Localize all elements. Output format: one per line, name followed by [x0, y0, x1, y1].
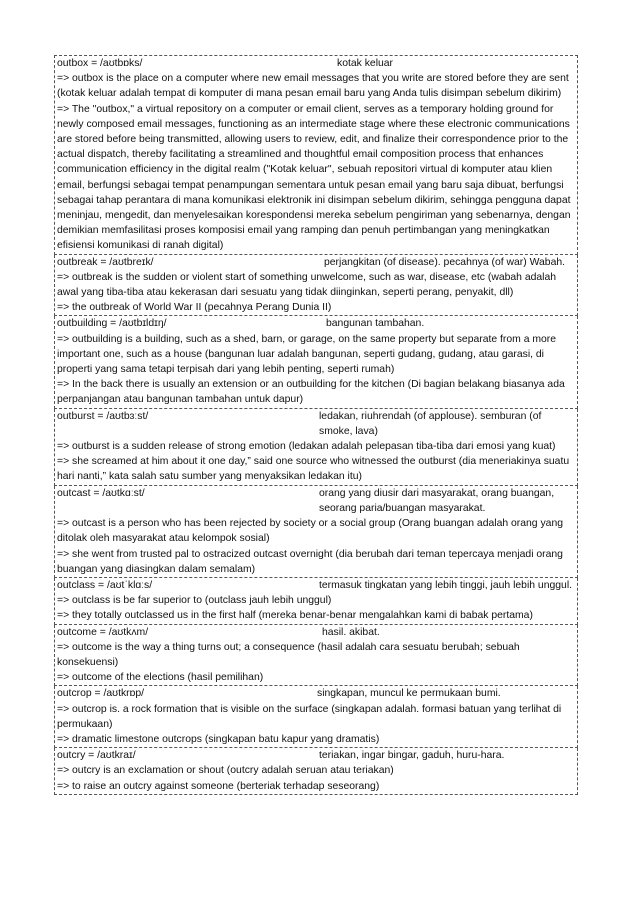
entry-line: => In the back there is usually an extension or an outbuilding for the kitchen (Di bagian belakang biasanya ada perpanjangan atau bangunan tambahan untuk dapur): [57, 379, 565, 406]
entry-term: outbreak = /aʊtbreɪk/: [57, 256, 154, 268]
dictionary-entry: [54, 486, 578, 578]
entry-term: outbox = /aʊtbɒks/: [57, 58, 143, 69]
entry-line: => outcome of the elections (hasil pemilihan): [57, 672, 264, 684]
dictionary-entry: [54, 255, 578, 317]
entry-translation: perjangkitan (of disease). pecahnya (of war) Wabah.: [324, 256, 566, 268]
dictionary-entry: [54, 578, 578, 625]
entry-line: => to raise an outcry against someone (berteriak terhadap seseorang): [57, 780, 380, 792]
entry-translation: teriakan, ingar bingar, gaduh, huru-hara.: [319, 750, 505, 762]
entry-translation: singkapan, muncul ke permukaan bumi.: [317, 688, 501, 700]
entry-line: => outbreak is the sudden or violent start of something unwelcome, such as war, disease, etc (wabah adalah awal yang tiba-tiba atau kekerasan dari sesuatu yang tidak diinginkan, seperti perang, penyakit, dll): [57, 271, 557, 299]
entry-header: [57, 578, 575, 593]
entry-translation: kotak keluar: [337, 58, 394, 69]
entry-header: [57, 56, 575, 71]
dictionary-entry: [54, 316, 578, 408]
entry-header: [57, 748, 575, 763]
entry-line: => outcast is a person who has been rejected by society or a social group (Orang buangan adalah orang yang ditolak oleh masyarakat atau kelompok sosial): [57, 518, 564, 545]
entry-translation: termasuk tingkatan yang lebih tinggi, jauh lebih unggul.: [319, 579, 573, 591]
entry-term: outburst = /aʊtbɜːst/: [57, 410, 149, 422]
entry-line: => they totally outclassed us in the first half (mereka benar-benar mengalahkan kami di babak pertama): [57, 610, 533, 622]
entry-term: outcrop = /aʊtkrɒp/: [57, 688, 145, 700]
entry-line: => outclass is be far superior to (outclass jauh lebih unggul): [57, 595, 332, 607]
entry-term: outbuilding = /aʊtbɪldɪŋ/: [57, 318, 167, 330]
dictionary-entry: [54, 748, 578, 795]
entry-line: => outburst is a sudden release of strong emotion (ledakan adalah pelepasan tiba-tiba dari emosi yang kuat): [57, 441, 556, 453]
entry-line: => she went from trusted pal to ostracized outcast overnight (dia berubah dari teman tepercaya menjadi orang buangan yang diasingkan dalam semalam): [57, 548, 563, 575]
entry-translation: ledakan, riuhrendah (of applouse). semburan (of smoke, lava): [319, 410, 542, 437]
entry-line: => outbox is the place on a computer where new email messages that you write are stored before they are sent (kotak keluar adalah tempat di komputer di mana pesan email baru yang Anda tulis disimpan sebelum dikirim): [57, 73, 569, 100]
dictionary-entry: [54, 686, 578, 748]
entry-header: [57, 409, 575, 439]
entry-header: [57, 686, 575, 701]
entry-line: => dramatic limestone outcrops (singkapan batu kapur yang dramatis): [57, 733, 380, 745]
entry-line: => outcome is the way a thing turns out; a consequence (hasil adalah cara sesuatu berubah; sebuah konsekuensi): [57, 641, 520, 668]
entry-term: outcast = /aʊtkɑːst/: [57, 487, 145, 499]
dictionary-entry: [54, 55, 578, 255]
entry-term: outclass = /aʊtˈklɑːs/: [57, 579, 153, 591]
entry-header: [57, 255, 575, 270]
entry-translation: bangunan tambahan.: [326, 318, 425, 330]
entry-line: => The "outbox," a virtual repository on a computer or email client, serves as a temporary holding ground for newly composed email messages, functioning as an intermediate stage where these electronic communications are stored before being transmitted, allowing users to review, edit, and finalize their correspondence prior to the actual dispatch, thereby facilitating a streamlined and thoughtful email composition process that enhances communication efficiency in the digital realm ("Kotak keluar", sebuah repositori virtual di komputer atau klien email, berfungsi sebagai tempat penampungan sementara untuk pesan email yang baru saja dibuat, berfungsi sebagai tahap perantara di mana komunikasi elektronik ini disimpan sebelum dikirim, sehingga pengguna dapat meninjau, mengedit, dan menyelesaikan korespondensi mereka sebelum pengiriman yang sebenarnya, dengan demikian memfasilitasi proses komposisi email yang ramping dan penuh pertimbangan yang meningkatkan efisiensi komunikasi di ranah digital): [57, 103, 571, 252]
entry-line: => the outbreak of World War II (pecahnya Perang Dunia II): [57, 302, 332, 314]
entry-header: [57, 316, 575, 331]
entry-translation: hasil. akibat.: [322, 626, 380, 638]
dictionary-page: [54, 55, 578, 795]
entry-header: [57, 625, 575, 640]
entry-term: outcome = /aʊtkʌm/: [57, 626, 149, 638]
entry-translation: orang yang diusir dari masyarakat, orang buangan, seorang paria/buangan masyarakat.: [319, 487, 555, 514]
entry-line: => outcry is an exclamation or shout (outcry adalah seruan atau teriakan): [57, 765, 394, 777]
dictionary-entry: [54, 409, 578, 486]
entry-term: outcry = /aʊtkraɪ/: [57, 750, 136, 762]
dictionary-entry: [54, 625, 578, 687]
entry-line: => outbuilding is a building, such as a shed, barn, or garage, on the same property but separate from a more important one, such as a house (bangunan luar adalah bangunan, seperti gudang, gudang, atau garasi, di properti yang sama tetapi terpisah dari yang lebih penting, seperti rumah): [57, 333, 557, 376]
entry-line: => outcrop is. a rock formation that is visible on the surface (singkapan adalah. formasi batuan yang terlihat di permukaan): [57, 703, 562, 730]
entry-line: => she screamed at him about it one day,” said one source who witnessed the outburst (dia meneriakinya suatu hari nanti,” kata salah satu sumber yang menyaksikan ledakan itu): [57, 456, 570, 483]
entry-header: [57, 486, 575, 516]
